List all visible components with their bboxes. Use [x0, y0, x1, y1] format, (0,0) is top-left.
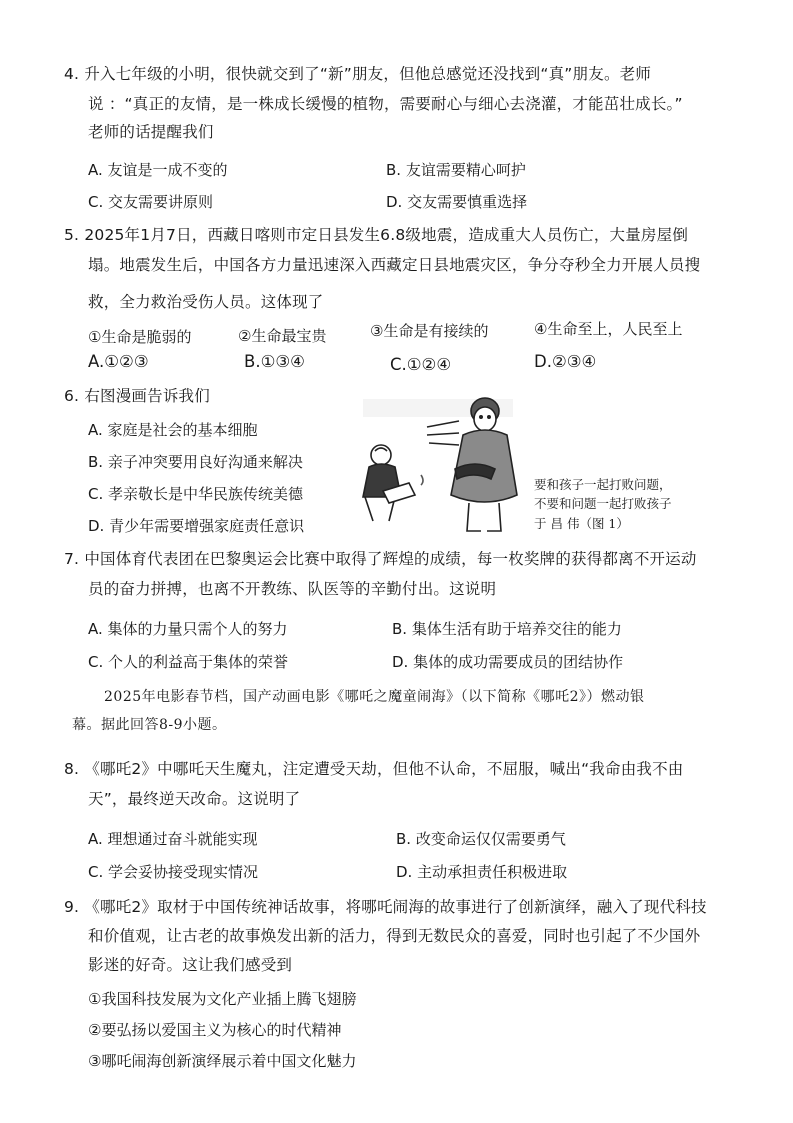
q7-stem-line-2: 员的奋力拼搏，也离不开教练、队医等的辛勤付出。这说明: [88, 580, 497, 598]
cartoon-caption-line-1: 要和孩子一起打败问题，: [534, 477, 672, 492]
q4-stem-line-3: 老师的话提醒我们: [88, 123, 214, 141]
q7-option-d[interactable]: D. 集体的成功需要成员的团结协作: [392, 653, 624, 671]
q6-option-c[interactable]: C. 孝亲敬长是中华民族传统美德: [88, 485, 304, 503]
q5-statement-2: ②生命最宝贵: [238, 327, 327, 345]
q9-stem-line-1: 9. 《哪吒2》取材于中国传统神话故事，将哪吒闹海的故事进行了创新演绎，融入了现代科技: [64, 898, 707, 916]
q5-choice-d[interactable]: D.②③④: [534, 352, 597, 371]
q8-option-a[interactable]: A. 理想通过奋斗就能实现: [88, 830, 258, 848]
q9-stem-line-3: 影迷的好奇。这让我们感受到: [88, 956, 293, 974]
cartoon-caption-line-2: 不要和问题一起打败孩子: [534, 496, 672, 511]
q8-stem-line-1: 8. 《哪吒2》中哪吒天生魔丸，注定遭受天劫，但他不认命，不屈服，喊出“我命由我不由: [64, 760, 684, 778]
q5-choice-c[interactable]: C.①②④: [390, 355, 452, 374]
cartoon-caption-line-3: 于 昌 伟（图 1）: [534, 516, 629, 531]
q8-option-c[interactable]: C. 学会妥协接受现实情况: [88, 863, 259, 881]
q6-option-a[interactable]: A. 家庭是社会的基本细胞: [88, 421, 258, 439]
q4-option-c[interactable]: C. 交友需要讲原则: [88, 193, 214, 211]
parent-figure: [451, 398, 517, 531]
q5-statement-1: ①生命是脆弱的: [88, 328, 192, 346]
q7-option-a[interactable]: A. 集体的力量只需个人的努力: [88, 620, 288, 638]
q5-statement-4: ④生命至上，人民至上: [534, 320, 683, 338]
q5-statement-3: ③生命是有接续的: [370, 322, 489, 340]
q8-option-d[interactable]: D. 主动承担责任积极进取: [396, 863, 568, 881]
q4-option-d[interactable]: D. 交友需要慎重选择: [386, 193, 528, 211]
q4-option-b[interactable]: B. 友谊需要精心呵护: [386, 161, 526, 179]
q6-stem: 6. 右图漫画告诉我们: [64, 387, 210, 405]
material-line-2: 幕。据此回答8-9小题。: [72, 717, 227, 733]
q4-option-a[interactable]: A. 友谊是一成不变的: [88, 161, 228, 179]
q4-stem-line-1: 4. 升入七年级的小明，很快就交到了“新”朋友，但他总感觉还没找到“真”朋友。老师: [64, 65, 652, 83]
q8-option-b[interactable]: B. 改变命运仅仅需要勇气: [396, 830, 566, 848]
q5-stem-line-1: 5. 2025年1月7日，西藏日喀则市定日县发生6.8级地震，造成重大人员伤亡，大量房屋倒: [64, 226, 689, 244]
q5-choice-a[interactable]: A.①②③: [88, 352, 149, 371]
q4-stem-line-2: 说 ：“真正的友情，是一株成长缓慢的植物，需要耐心与细心去浇灌，才能茁壮成长。”: [88, 95, 683, 113]
q7-option-c[interactable]: C. 个人的利益高于集体的荣誉: [88, 653, 289, 671]
material-line-1: 2025年电影春节档，国产动画电影《哪吒之魔童闹海》（以下简称《哪吒2》）燃动银: [104, 689, 645, 705]
q9-statement-2: ②要弘扬以爱国主义为核心的时代精神: [88, 1021, 342, 1039]
q7-stem-line-1: 7. 中国体育代表团在巴黎奥运会比赛中取得了辉煌的成绩，每一枚奖牌的获得都离不开运动: [64, 550, 697, 568]
parent-child-cartoon: [355, 393, 525, 543]
q9-statement-3: ③哪吒闹海创新演绎展示着中国文化魅力: [88, 1052, 357, 1070]
scolding-lines: [427, 421, 459, 445]
q5-stem-line-2: 塌。地震发生后，中国各方力量迅速深入西藏定日县地震灾区，争分夺秒全力开展人员搜: [88, 256, 701, 274]
q9-stem-line-2: 和价值观，让古老的故事焕发出新的活力，得到无数民众的喜爱，同时也引起了不少国外: [88, 927, 701, 945]
q6-option-b[interactable]: B. 亲子冲突要用良好沟通来解决: [88, 453, 303, 471]
q6-option-d[interactable]: D. 青少年需要增强家庭责任意识: [88, 517, 305, 535]
q9-statement-1: ①我国科技发展为文化产业插上腾飞翅膀: [88, 990, 357, 1008]
q8-stem-line-2: 天”，最终逆天改命。这说明了: [88, 790, 301, 808]
child-figure: [363, 445, 423, 521]
q5-stem-line-3: 救，全力救治受伤人员。这体现了: [88, 293, 324, 311]
q5-choice-b[interactable]: B.①③④: [244, 352, 305, 371]
q7-option-b[interactable]: B. 集体生活有助于培养交往的能力: [392, 620, 622, 638]
